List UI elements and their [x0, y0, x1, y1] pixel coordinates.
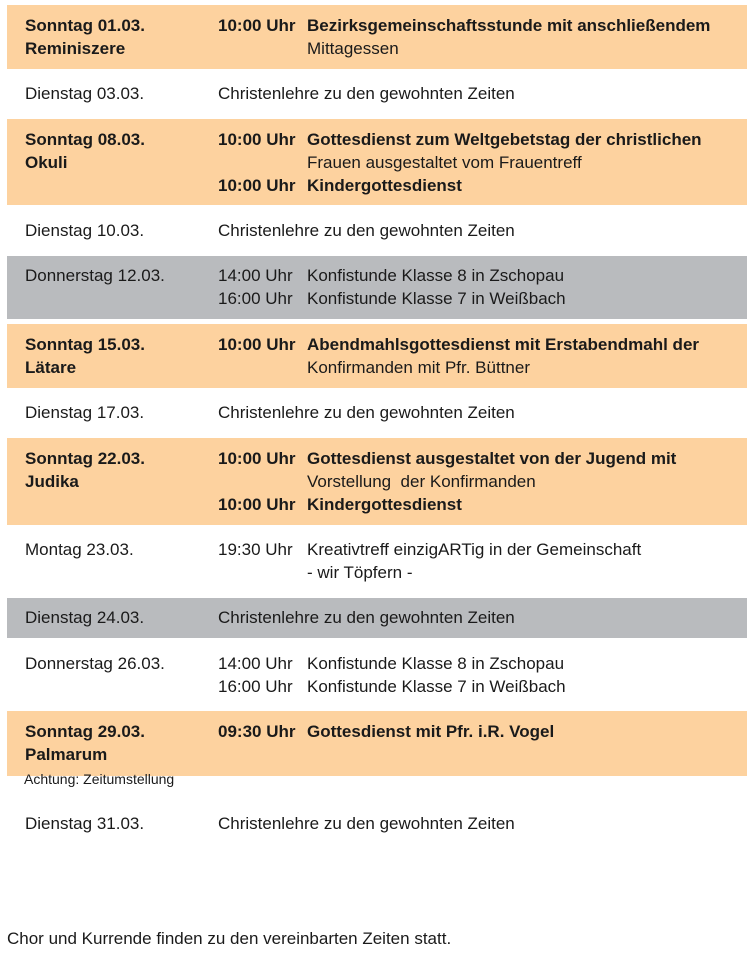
footer-note: Chor und Kurrende finden zu den vereinbarten Zeiten statt.: [7, 929, 452, 948]
liturgical-name: Reminiszere: [25, 39, 126, 58]
entry-line: [218, 14, 737, 37]
entry-line: [218, 287, 737, 310]
event-row-sonntag-29-03: [7, 711, 747, 776]
event-row-donnerstag-26-03: [7, 652, 747, 702]
event-description: Kindergottesdienst: [307, 176, 462, 195]
liturgical-name: Lätare: [25, 358, 77, 377]
liturgical-name: Okuli: [25, 153, 68, 172]
event-date: Sonntag 08.03. Okuli: [25, 130, 145, 172]
event-description: Konfistunde Klasse 7 in Weißbach: [307, 677, 566, 696]
event-row-donnerstag-12-03: [7, 256, 747, 319]
event-date: Donnerstag 12.03.: [25, 266, 165, 285]
event-entries: [218, 447, 737, 516]
event-description: Christenlehre zu den gewohnten Zeiten: [218, 84, 515, 103]
event-entries: [218, 128, 737, 197]
entry-line: [218, 652, 737, 675]
event-date: Dienstag 03.03.: [25, 84, 145, 103]
event-date: Sonntag 22.03. Judika: [25, 449, 145, 491]
entry-line: [218, 264, 737, 287]
event-description: Kindergottesdienst: [307, 495, 462, 514]
event-row-dienstag-10-03: [7, 219, 747, 245]
event-time: 19:30 Uhr: [218, 540, 293, 559]
entry-line-continued: [218, 470, 737, 493]
entry-line: [218, 447, 737, 470]
event-time: 09:30 Uhr: [218, 722, 296, 741]
entry-line-continued: [218, 37, 737, 60]
event-time: 10:00 Uhr: [218, 16, 296, 35]
entry-line: [218, 720, 737, 743]
entry-line: [218, 333, 737, 356]
event-date: Sonntag 29.03. Palmarum: [25, 722, 145, 764]
liturgical-name: Palmarum: [25, 745, 108, 764]
event-description: Konfistunde Klasse 8 in Zschopau: [307, 654, 565, 673]
event-time: 10:00 Uhr: [218, 495, 296, 514]
entry-line: [218, 675, 737, 698]
entry-line-continued: [218, 356, 737, 379]
event-time: 14:00 Uhr: [218, 654, 293, 673]
event-entries: [218, 720, 737, 743]
event-entries: [218, 333, 737, 379]
event-row-dienstag-24-03: [7, 598, 747, 638]
event-entries: [218, 14, 737, 60]
event-entries: [218, 538, 737, 584]
event-date: Dienstag 10.03.: [25, 221, 145, 240]
entry-line-continued: [218, 561, 737, 584]
event-row-sonntag-08-03: [7, 119, 747, 205]
liturgical-name: Judika: [25, 472, 79, 491]
event-date: Dienstag 17.03.: [25, 403, 145, 422]
event-description: Abendmahlsgottesdienst mit Erstabendmahl der: [307, 335, 700, 354]
event-date: Donnerstag 26.03.: [25, 654, 165, 673]
time-change-note: Achtung: Zeitumstellung: [24, 771, 175, 787]
event-row-sonntag-15-03: [7, 324, 747, 388]
event-entries: [218, 652, 737, 698]
event-row-dienstag-03-03: [7, 82, 747, 108]
event-date: Sonntag 15.03. Lätare: [25, 335, 145, 377]
event-row-sonntag-01-03: [7, 5, 747, 69]
event-time: 10:00 Uhr: [218, 130, 296, 149]
event-description: Konfistunde Klasse 8 in Zschopau: [307, 266, 565, 285]
entry-line: [218, 538, 737, 561]
event-time: 14:00 Uhr: [218, 266, 293, 285]
event-time: 16:00 Uhr: [218, 289, 293, 308]
event-date: Dienstag 31.03.: [25, 814, 145, 833]
event-time: 10:00 Uhr: [218, 335, 296, 354]
event-row-montag-23-03: [7, 538, 747, 588]
event-description-continued: - wir Töpfern -: [307, 563, 413, 582]
entry-line: [218, 128, 737, 151]
event-date: Dienstag 24.03.: [25, 608, 145, 627]
event-description-continued: Mittagessen: [307, 39, 399, 58]
event-date: Montag 23.03.: [25, 540, 134, 559]
event-description: Christenlehre zu den gewohnten Zeiten: [218, 221, 515, 240]
event-description: Christenlehre zu den gewohnten Zeiten: [218, 608, 515, 627]
event-description: Gottesdienst zum Weltgebetstag der christlichen: [307, 130, 702, 149]
event-time: 10:00 Uhr: [218, 176, 296, 195]
event-description-continued: Frauen ausgestaltet vom Frauentreff: [307, 153, 582, 172]
event-description: Christenlehre zu den gewohnten Zeiten: [218, 814, 515, 833]
event-row-dienstag-17-03: [7, 401, 747, 427]
event-time: 16:00 Uhr: [218, 677, 293, 696]
event-description: Bezirksgemeinschaftsstunde mit anschließendem: [307, 16, 711, 35]
event-time: 10:00 Uhr: [218, 449, 296, 468]
event-row-dienstag-31-03: [7, 812, 747, 838]
event-description: Gottesdienst mit Pfr. i.R. Vogel: [307, 722, 555, 741]
event-date: Sonntag 01.03. Reminiszere: [25, 16, 145, 58]
event-description: Kreativtreff einzigARTig in der Gemeinschaft: [307, 540, 642, 559]
event-description-continued: Vorstellung der Konfirmanden: [307, 472, 536, 491]
event-entries: [218, 264, 737, 310]
event-description: Christenlehre zu den gewohnten Zeiten: [218, 403, 515, 422]
entry-line: [218, 493, 737, 516]
event-row-sonntag-22-03: [7, 438, 747, 525]
event-description: Konfistunde Klasse 7 in Weißbach: [307, 289, 566, 308]
entry-line: [218, 174, 737, 197]
entry-line-continued: [218, 151, 737, 174]
event-description: Gottesdienst ausgestaltet von der Jugend mit: [307, 449, 677, 468]
event-description-continued: Konfirmanden mit Pfr. Büttner: [307, 358, 530, 377]
